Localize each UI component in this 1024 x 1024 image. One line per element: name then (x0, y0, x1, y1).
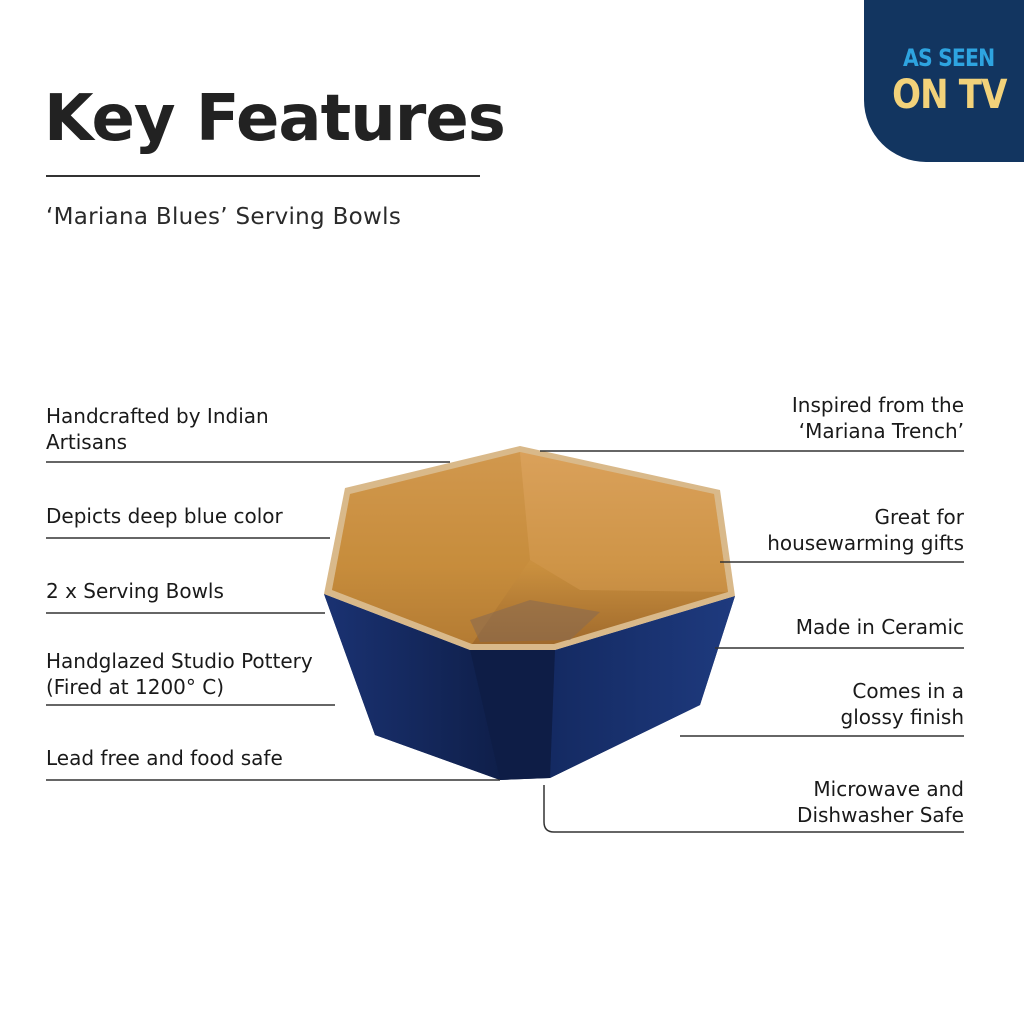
feature-microwave-safe: Microwave and Dishwasher Safe (797, 777, 964, 827)
feature-serving-bowls-count: 2 x Serving Bowls (46, 579, 224, 603)
feature-inspired-trench: Inspired from the ‘Mariana Trench’ (791, 393, 964, 443)
feature-handcrafted: Handcrafted by Indian Artisans (46, 404, 269, 454)
feature-deep-blue: Depicts deep blue color (46, 504, 283, 528)
badge-line2: ON TV (891, 72, 1007, 118)
badge-line1: AS SEEN (903, 44, 995, 72)
feature-glossy-finish: Comes in a glossy finish (840, 679, 964, 729)
feature-lead-free: Lead free and food safe (46, 746, 283, 770)
feature-housewarming: Great for housewarming gifts (767, 505, 964, 555)
feature-handglazed: Handglazed Studio Pottery (Fired at 1200° C) (46, 649, 313, 699)
page-subtitle: ‘Mariana Blues’ Serving Bowls (46, 204, 402, 230)
feature-ceramic: Made in Ceramic (795, 615, 964, 639)
page-title: Key Features (44, 82, 505, 156)
